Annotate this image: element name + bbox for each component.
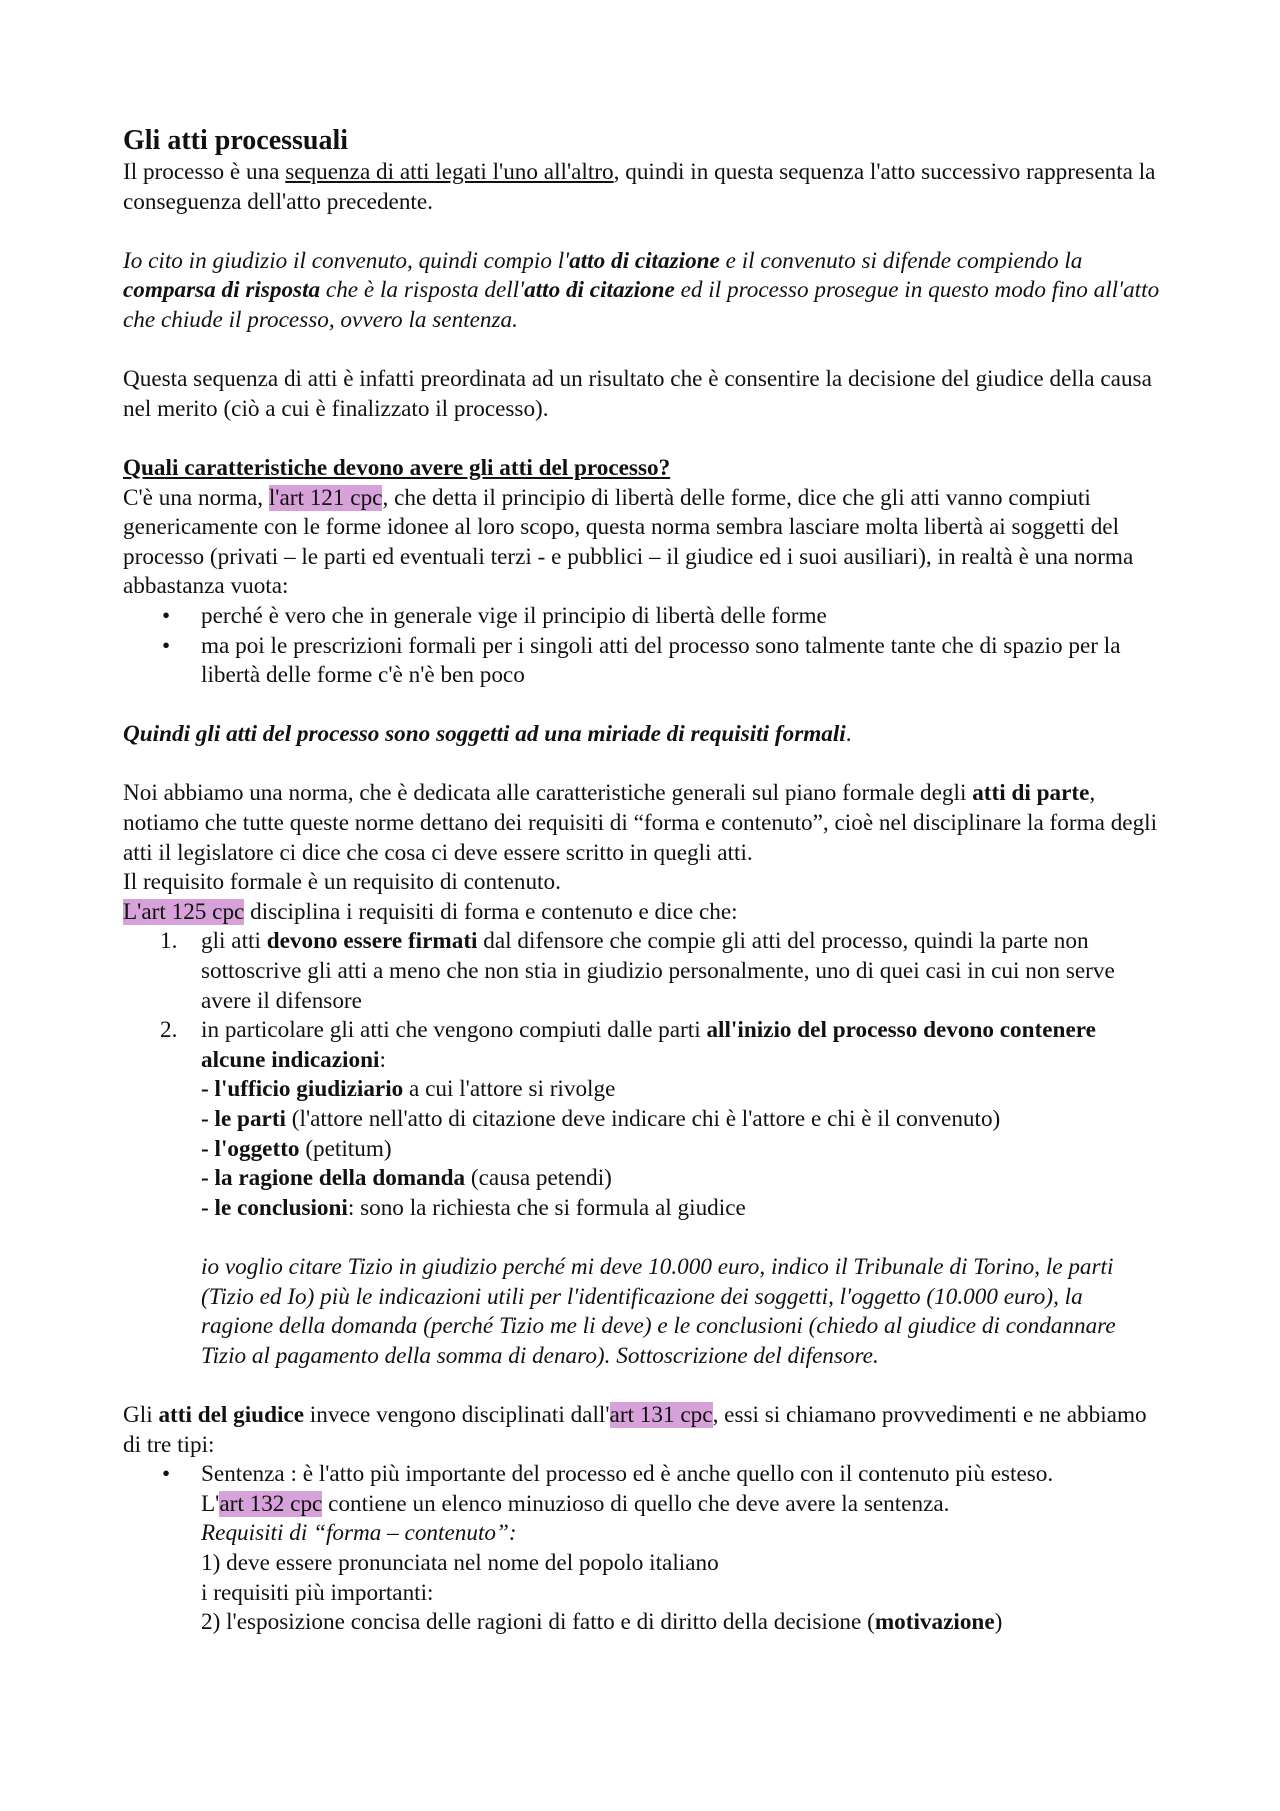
paragraph-requisito-formale: Il requisito formale è un requisito di contenuto. (123, 869, 561, 896)
sub-item: - le conclusioni: sono la richiesta che si formula al giudice (201, 1194, 746, 1221)
list-item: 1. gli atti devono essere firmati dal difensore che compie gli atti del processo, quindi la parte non sottoscrive gli atti a meno che non stia in giudizio personalmente, uno di quei casi in cui non serve avere il difensore (160, 928, 1115, 1014)
sub-item: - l'ufficio giudiziario a cui l'attore si rivolge (201, 1076, 616, 1103)
highlight-art-131: art 131 cpc (609, 1401, 713, 1428)
paragraph-intro: Il processo è una sequenza di atti legati l'uno all'altro, quindi in questa sequenza l'atto successivo rappresenta la conseguenza dell'atto precedente. (123, 159, 1156, 215)
numbered-list-art125 (123, 927, 1160, 1371)
paragraph-atti-del-giudice: Gli atti del giudice invece vengono disciplinati dall'art 131 cpc, essi si chiamano provvedimenti e ne abbiamo di tre tipi: (123, 1401, 1147, 1458)
highlight-art-125: L'art 125 cpc (123, 898, 245, 925)
paragraph-example-citazione: Io cito in giudizio il convenuto, quindi compio l'atto di citazione e il convenuto si difende compiendo la comparsa di risposta che è la risposta dell'atto di citazione ed il processo prosegue in questo modo fino all'atto che chiude il processo, ovvero la sentenza. (123, 247, 1160, 333)
example-paragraph: io voglio citare Tizio in giudizio perché mi deve 10.000 euro, indico il Tribunale di Torino, le parti (Tizio ed Io) più le indicazioni utili per l'identificazione dei soggetti, l'oggetto (10.000 euro), la ragione della domanda (perché Tizio me li deve) e le conclusioni (chiedo al giudice di condannare Tizio al pagamento della somma di denaro). Sottoscrizione del difensore. (201, 1253, 1116, 1369)
bullet-list-liberta (123, 602, 1160, 691)
bullet-list-provvedimenti (123, 1460, 1160, 1638)
section-question: Quali caratteristiche devono avere gli atti del processo? (123, 454, 671, 481)
sub-item: - l'oggetto (petitum) (201, 1135, 392, 1162)
list-item: • ma poi le prescrizioni formali per i singoli atti del processo sono talmente tante che di spazio per la libertà delle forme c'è n'è ben poco (201, 632, 1160, 691)
paragraph-sequenza: Questa sequenza di atti è infatti preordinata ad un risultato che è consentire la decisione del giudice della causa nel merito (ciò a cui è finalizzato il processo). (123, 366, 1152, 422)
list-item: • Sentenza : è l'atto più importante del processo ed è anche quello con il contenuto più esteso. L'art 132 cpc contiene un elenco minuzioso di quello che deve avere la sentenza. Requisiti di “forma – contenuto”: 1) deve essere pronunciata nel nome del popolo italiano i requisiti più importanti: 2) l'esposizione concisa delle ragioni di fatto e di diritto della decisione (motivazione) (201, 1460, 1160, 1638)
list-item: 2. in particolare gli atti che vengono compiuti dalle parti all'inizio del processo devono contenere alcune indicazioni: - l'ufficio giudiziario a cui l'attore si rivolge - le parti (l'attore nell'atto di citazione deve indicare chi è l'attore e chi è il convenuto) - l'oggetto (petitum) - la ragione della domanda (causa petendi) - le conclusioni: sono la richiesta che si formula al giudice io voglio citare Tizio in giudizio perché mi deve 10.000 euro, indico il Tribunale di Torino, le parti (Tizio ed Io) più le indicazioni utili per l'identificazione dei soggetti, l'oggetto (10.000 euro), la ragione della domanda (perché Tizio me li deve) e le conclusioni (chiedo al giudice di condannare Tizio al pagamento della somma di denaro). Sottoscrizione del difensore. (201, 1016, 1160, 1371)
paragraph-atti-di-parte: Noi abbiamo una norma, che è dedicata alle caratteristiche generali sul piano formale degli atti di parte, notiamo che tutte queste norme dettano dei requisiti di “forma e contenuto”, cioè nel disciplinare la forma degli atti il legislatore ci dice che cosa ci deve essere scritto in quegli atti. (123, 780, 1158, 866)
highlight-art-121: l'art 121 cpc (268, 484, 383, 511)
highlight-art-132: art 132 cpc (219, 1490, 323, 1517)
sub-item: - la ragione della domanda (causa petendi) (201, 1165, 612, 1192)
paragraph-art125: L'art 125 cpc disciplina i requisiti di forma e contenuto e dice che: (123, 898, 738, 925)
list-item: • perché è vero che in generale vige il principio di libertà delle forme (201, 602, 1160, 632)
paragraph-requisiti-formali: Quindi gli atti del processo sono soggetti ad una miriade di requisiti formali. (123, 721, 852, 748)
paragraph-art121: C'è una norma, l'art 121 cpc, che detta il principio di libertà delle forme, dice che gli atti vanno compiuti genericamente con le forme idonee al loro scopo, questa norma sembra lasciare molta libertà ai soggetti del processo (privati – le parti ed eventuali terzi - e pubblici – il giudice ed i suoi ausiliari), in realtà è una norma abbastanza vuota: (123, 484, 1134, 600)
page-title: Gli atti processuali (123, 125, 349, 156)
underlined-phrase: sequenza di atti legati l'uno all'altro (285, 159, 614, 185)
sub-item: - le parti (l'attore nell'atto di citazione deve indicare chi è l'attore e chi è il convenuto) (201, 1106, 1001, 1132)
